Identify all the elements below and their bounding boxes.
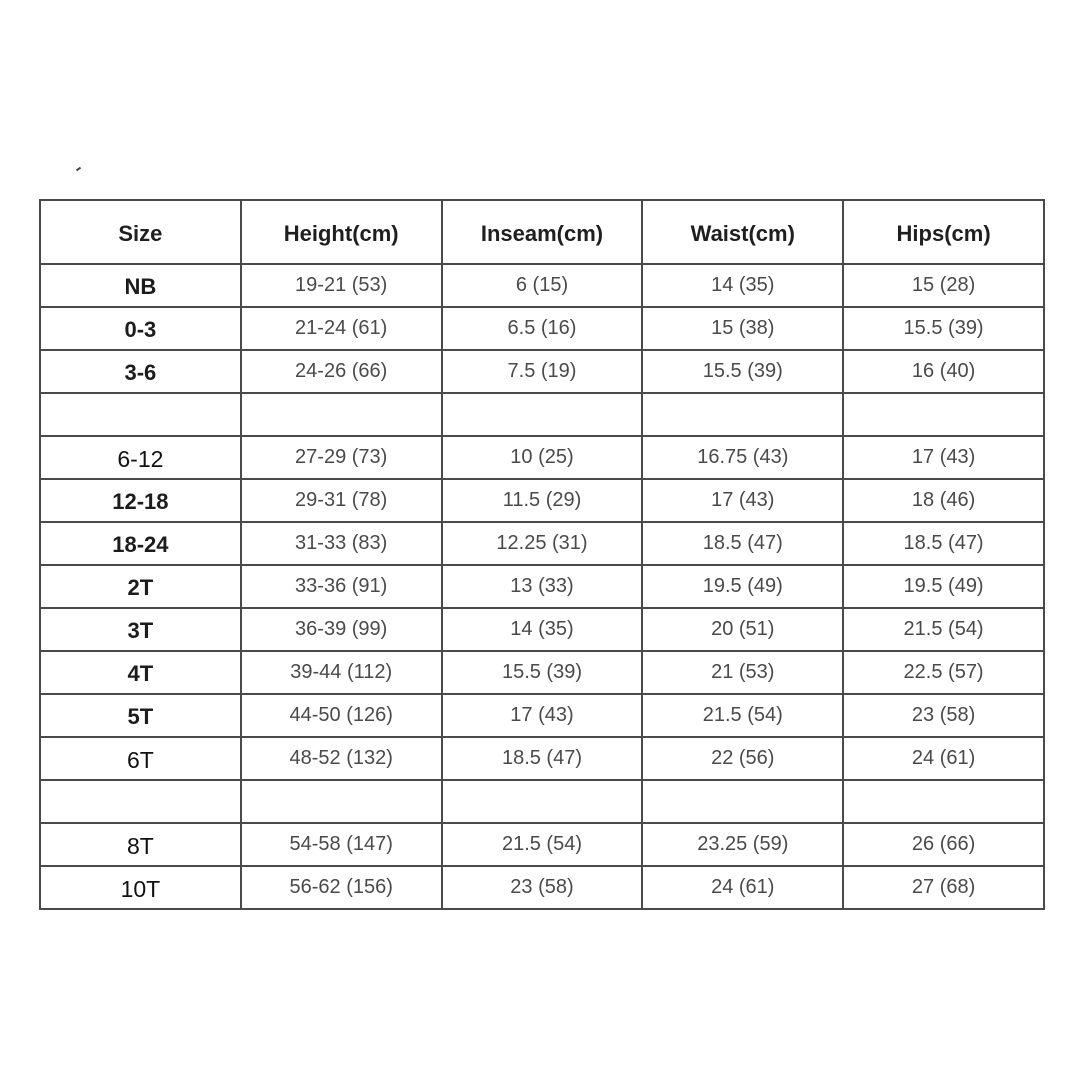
height-cell: 19-21 (53) xyxy=(241,264,442,307)
waist-cell: 15.5 (39) xyxy=(642,350,843,393)
waist-cell: 20 (51) xyxy=(642,608,843,651)
height-cell: 44-50 (126) xyxy=(241,694,442,737)
hips-cell: 16 (40) xyxy=(843,350,1044,393)
waist-cell: 14 (35) xyxy=(642,264,843,307)
waist-cell: 21 (53) xyxy=(642,651,843,694)
inseam-cell: 15.5 (39) xyxy=(442,651,643,694)
inseam-cell: 21.5 (54) xyxy=(442,823,643,866)
inseam-cell: 23 (58) xyxy=(442,866,643,909)
waist-cell: 18.5 (47) xyxy=(642,522,843,565)
waist-cell: 16.75 (43) xyxy=(642,436,843,479)
stray-mark xyxy=(76,167,81,172)
header-size: Size xyxy=(40,200,241,264)
size-cell: 5T xyxy=(40,694,241,737)
height-cell xyxy=(241,780,442,823)
inseam-cell: 6 (15) xyxy=(442,264,643,307)
table-row xyxy=(40,264,1044,307)
size-cell: 3-6 xyxy=(40,350,241,393)
hips-cell: 26 (66) xyxy=(843,823,1044,866)
inseam-cell: 12.25 (31) xyxy=(442,522,643,565)
waist-cell: 17 (43) xyxy=(642,479,843,522)
size-cell: 12-18 xyxy=(40,479,241,522)
hips-cell: 19.5 (49) xyxy=(843,565,1044,608)
height-cell: 24-26 (66) xyxy=(241,350,442,393)
height-cell: 54-58 (147) xyxy=(241,823,442,866)
table-row-blank xyxy=(40,780,1044,823)
hips-cell: 17 (43) xyxy=(843,436,1044,479)
table-row xyxy=(40,608,1044,651)
table-row xyxy=(40,565,1044,608)
size-cell: 18-24 xyxy=(40,522,241,565)
size-cell: NB xyxy=(40,264,241,307)
size-chart-table xyxy=(39,199,1045,910)
inseam-cell: 17 (43) xyxy=(442,694,643,737)
size-cell: 6-12 xyxy=(40,436,241,479)
waist-cell: 21.5 (54) xyxy=(642,694,843,737)
size-cell: 6T xyxy=(40,737,241,780)
hips-cell: 18 (46) xyxy=(843,479,1044,522)
table-row xyxy=(40,350,1044,393)
waist-cell: 24 (61) xyxy=(642,866,843,909)
hips-cell: 18.5 (47) xyxy=(843,522,1044,565)
hips-cell xyxy=(843,780,1044,823)
hips-cell: 21.5 (54) xyxy=(843,608,1044,651)
inseam-cell xyxy=(442,780,643,823)
hips-cell xyxy=(843,393,1044,436)
height-cell: 21-24 (61) xyxy=(241,307,442,350)
header-waist: Waist(cm) xyxy=(642,200,843,264)
height-cell: 29-31 (78) xyxy=(241,479,442,522)
size-cell xyxy=(40,393,241,436)
table-row-blank xyxy=(40,393,1044,436)
table-row xyxy=(40,307,1044,350)
size-cell xyxy=(40,780,241,823)
hips-cell: 24 (61) xyxy=(843,737,1044,780)
height-cell: 48-52 (132) xyxy=(241,737,442,780)
inseam-cell: 18.5 (47) xyxy=(442,737,643,780)
table-row xyxy=(40,694,1044,737)
table-row xyxy=(40,823,1044,866)
size-cell: 2T xyxy=(40,565,241,608)
height-cell xyxy=(241,393,442,436)
inseam-cell: 7.5 (19) xyxy=(442,350,643,393)
inseam-cell: 6.5 (16) xyxy=(442,307,643,350)
header-row xyxy=(40,200,1044,264)
size-cell: 3T xyxy=(40,608,241,651)
hips-cell: 27 (68) xyxy=(843,866,1044,909)
header-height: Height(cm) xyxy=(241,200,442,264)
height-cell: 39-44 (112) xyxy=(241,651,442,694)
waist-cell: 19.5 (49) xyxy=(642,565,843,608)
table-row xyxy=(40,737,1044,780)
header-inseam: Inseam(cm) xyxy=(442,200,643,264)
height-cell: 31-33 (83) xyxy=(241,522,442,565)
waist-cell: 15 (38) xyxy=(642,307,843,350)
height-cell: 36-39 (99) xyxy=(241,608,442,651)
table-row xyxy=(40,436,1044,479)
hips-cell: 22.5 (57) xyxy=(843,651,1044,694)
hips-cell: 23 (58) xyxy=(843,694,1044,737)
inseam-cell: 10 (25) xyxy=(442,436,643,479)
hips-cell: 15 (28) xyxy=(843,264,1044,307)
inseam-cell: 13 (33) xyxy=(442,565,643,608)
size-cell: 4T xyxy=(40,651,241,694)
waist-cell xyxy=(642,780,843,823)
hips-cell: 15.5 (39) xyxy=(843,307,1044,350)
waist-cell xyxy=(642,393,843,436)
size-cell: 10T xyxy=(40,866,241,909)
height-cell: 27-29 (73) xyxy=(241,436,442,479)
table-row xyxy=(40,522,1044,565)
waist-cell: 23.25 (59) xyxy=(642,823,843,866)
size-cell: 0-3 xyxy=(40,307,241,350)
waist-cell: 22 (56) xyxy=(642,737,843,780)
inseam-cell: 14 (35) xyxy=(442,608,643,651)
inseam-cell: 11.5 (29) xyxy=(442,479,643,522)
height-cell: 33-36 (91) xyxy=(241,565,442,608)
inseam-cell xyxy=(442,393,643,436)
table-row xyxy=(40,866,1044,909)
table-row xyxy=(40,479,1044,522)
height-cell: 56-62 (156) xyxy=(241,866,442,909)
table-row xyxy=(40,651,1044,694)
header-hips: Hips(cm) xyxy=(843,200,1044,264)
size-cell: 8T xyxy=(40,823,241,866)
